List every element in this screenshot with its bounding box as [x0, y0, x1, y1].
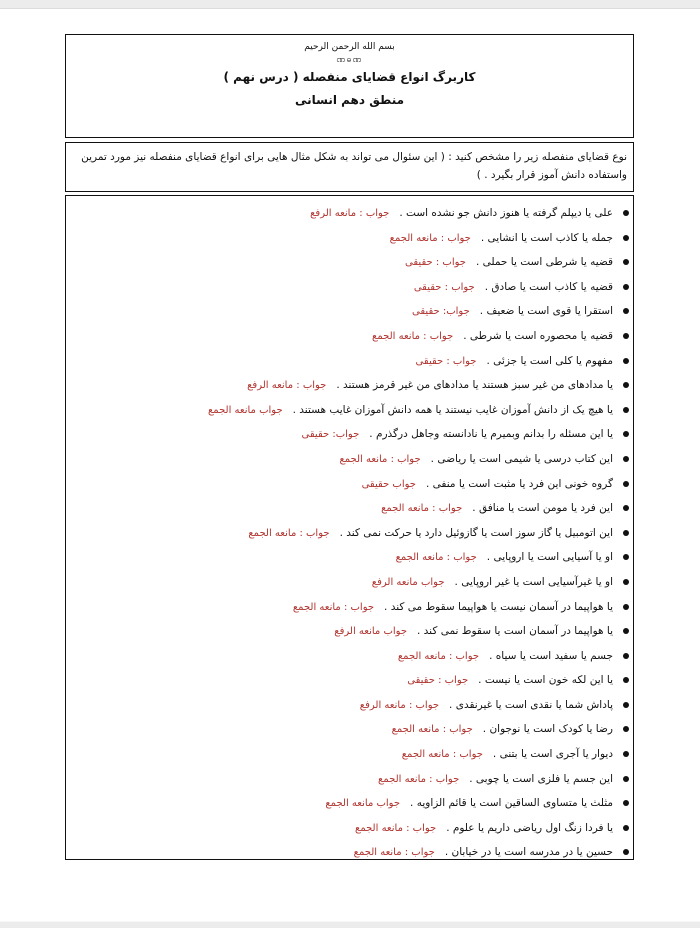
- list-item: [73, 324, 633, 349]
- item-question: این اتومبیل یا گاز سوز است یا گازوئیل دارد یا حرکت نمی کند .: [339, 526, 613, 539]
- list-item: [73, 644, 633, 669]
- list-item: [73, 545, 633, 570]
- item-question: حسین یا در مدرسه است یا در خیابان .: [444, 846, 613, 859]
- item-answer: جواب: حقیقی: [412, 306, 470, 318]
- list-item: [73, 250, 633, 275]
- list-item: [73, 717, 633, 742]
- item-answer: جواب : مانعه الجمع: [339, 453, 421, 465]
- list-item: [73, 570, 633, 595]
- document-page: [0, 9, 700, 921]
- item-question: این جسم یا فلزی است یا چوبی .: [469, 772, 613, 785]
- list-item: [73, 693, 633, 718]
- bullet-icon: [623, 456, 629, 462]
- list-item: [73, 619, 633, 644]
- question-prompt-box: [65, 142, 634, 192]
- item-question: یا هواپیما در آسمان است یا سقوط نمی کند .: [417, 625, 613, 638]
- item-question: مثلث یا متساوی الساقین است یا قائم الزاویه .: [410, 797, 613, 810]
- answers-list-box: [65, 195, 634, 860]
- bullet-icon: [623, 579, 629, 585]
- item-question: یا فردا زنگ اول ریاضی داریم یا علوم .: [446, 821, 613, 834]
- bullet-icon: [623, 776, 629, 782]
- bullet-icon: [623, 308, 629, 314]
- item-answer: جواب : مانعه الرفع: [359, 699, 440, 711]
- item-answer: جواب : مانعه الجمع: [248, 527, 330, 539]
- item-answer: جواب : مانعه الجمع: [381, 503, 463, 515]
- list-item: [73, 791, 633, 816]
- item-question: یا مدادهای من غیر سبز هستند یا مدادهای من غیر قرمز هستند .: [336, 379, 613, 392]
- bullet-icon: [623, 677, 629, 683]
- bullet-icon: [623, 235, 629, 241]
- list-item: [73, 472, 633, 497]
- bullet-icon: [623, 358, 629, 364]
- item-answer: جواب : مانعه الجمع: [389, 232, 471, 244]
- list-item: [73, 349, 633, 374]
- item-answer: جواب : حقیقی: [407, 675, 469, 687]
- item-question: این فرد یا مومن است یا منافق .: [472, 502, 613, 515]
- list-item: [73, 521, 633, 546]
- item-question: قضیه یا کاذب است یا صادق .: [484, 280, 613, 293]
- bullet-icon: [623, 284, 629, 290]
- item-question: یا هواپیما در آسمان نیست یا هواپیما سقوط می کند .: [384, 600, 613, 613]
- item-list: [73, 201, 633, 865]
- list-item: [73, 595, 633, 620]
- item-question: قضیه یا محصوره است یا شرطی .: [463, 329, 613, 342]
- item-answer: جواب: حقیقی: [301, 429, 360, 441]
- list-item: [73, 299, 633, 324]
- item-question: او یا آسیایی است یا اروپایی .: [486, 551, 613, 564]
- item-question: یا این لکه خون است یا نیست .: [478, 674, 613, 687]
- item-answer: جواب مانعه الجمع: [207, 404, 283, 416]
- item-answer: جواب : مانعه الجمع: [401, 749, 483, 761]
- item-answer: جواب : مانعه الجمع: [292, 601, 375, 613]
- item-answer: جواب مانعه الجمع: [325, 798, 401, 810]
- bullet-icon: [623, 259, 629, 265]
- bullet-icon: [623, 481, 629, 487]
- bullet-icon: [623, 825, 629, 831]
- item-question: او یا غیرآسیایی است یا غیر اروپایی .: [454, 575, 613, 588]
- bullet-icon: [623, 407, 629, 413]
- bullet-icon: [623, 333, 629, 339]
- item-question: این کتاب درسی یا شیمی است یا ریاضی .: [430, 452, 613, 465]
- item-answer: جواب : مانعه الجمع: [395, 552, 477, 564]
- list-item: [73, 422, 633, 447]
- item-question: دیوار یا آجری است یا بتنی .: [492, 748, 613, 761]
- bullet-icon: [623, 431, 629, 437]
- item-question: جمله یا کاذب است یا انشایی .: [480, 231, 613, 244]
- item-question: پاداش شما یا نقدی است یا غیرنقدی .: [449, 698, 613, 711]
- item-answer: جواب : مانعه الجمع: [372, 330, 454, 342]
- list-item: [73, 398, 633, 423]
- item-answer: جواب : مانعه الجمع: [397, 650, 480, 662]
- viewer-top-bar: [0, 0, 700, 9]
- item-answer: جواب : حقیقی: [413, 281, 475, 293]
- bismillah-text: بسم الله الرحمن الرحیم: [304, 42, 395, 52]
- bullet-icon: [623, 382, 629, 388]
- item-answer: جواب حقیقی: [361, 478, 416, 490]
- item-question: یا هیچ یک از دانش آموزان غایب نیستند یا همه دانش آموزان غایب هستند .: [292, 403, 613, 416]
- bullet-icon: [623, 849, 629, 855]
- list-item: [73, 668, 633, 693]
- item-question: علی یا دیپلم گرفته یا هنوز دانش جو نشده است .: [399, 207, 613, 219]
- bullet-icon: [623, 604, 629, 610]
- item-question: رضا یا کودک است یا نوجوان .: [482, 723, 613, 736]
- item-question: استقرا یا قوی است یا ضعیف .: [479, 305, 613, 318]
- list-item: [73, 840, 633, 865]
- list-item: [73, 496, 633, 521]
- bullet-icon: [623, 210, 629, 216]
- item-answer: جواب مانعه الرفع: [371, 576, 445, 588]
- bullet-icon: [623, 554, 629, 560]
- bullet-icon: [623, 505, 629, 511]
- worksheet-header: [65, 34, 634, 138]
- item-answer: جواب : حقیقی: [415, 355, 477, 367]
- item-answer: جواب : مانعه الجمع: [391, 724, 473, 736]
- item-question: جسم یا سفید است یا سیاه .: [489, 649, 613, 662]
- bullet-icon: [623, 726, 629, 732]
- list-item: [73, 275, 633, 300]
- item-answer: جواب : مانعه الجمع: [355, 822, 437, 834]
- list-item: [73, 447, 633, 472]
- item-answer: جواب : مانعه الرفع: [310, 208, 390, 219]
- list-item: [73, 742, 633, 767]
- bullet-icon: [623, 702, 629, 708]
- bullet-icon: [623, 653, 629, 659]
- bullet-icon: [623, 530, 629, 536]
- list-item: [73, 373, 633, 398]
- item-answer: جواب مانعه الرفع: [334, 626, 407, 638]
- list-item: [73, 816, 633, 841]
- list-item: [73, 201, 633, 226]
- bullet-icon: [623, 751, 629, 757]
- item-question: مفهوم یا کلی است یا جزئی .: [486, 354, 613, 367]
- list-item: [73, 767, 633, 792]
- viewer-bottom-bar: [0, 922, 700, 928]
- item-answer: جواب : مانعه الجمع: [353, 847, 435, 859]
- item-question: یا این مسئله را بدانم وبمیرم یا نادانسته وجاهل درگذرم .: [369, 428, 613, 441]
- bullet-icon: [623, 628, 629, 634]
- item-question: گروه خونی این فرد یا مثبت است یا منفی .: [425, 477, 613, 490]
- item-answer: جواب : مانعه الرفع: [247, 380, 327, 392]
- list-item: [73, 226, 633, 251]
- item-question: قضیه یا شرطی است یا حملی .: [475, 256, 613, 269]
- question-text: نوع قضایای منفصله زیر را مشخص کنید : ( این سئوال می تواند به شکل مثال هایی برای انواع قضایای منفصله نیز مورد تمرین واستفاده دانش آموز قرار بگیرد . ): [81, 151, 627, 181]
- bullet-icon: [623, 800, 629, 806]
- worksheet-title: کاربرگ انواع قضایای منفصله ( درس نهم ): [223, 70, 476, 84]
- worksheet-subtitle: منطق دهم انسانی: [294, 93, 405, 107]
- ornament-glyph: ဏဓဏ: [336, 55, 363, 65]
- item-answer: جواب : مانعه الجمع: [378, 773, 460, 785]
- item-answer: جواب : حقیقی: [405, 257, 466, 269]
